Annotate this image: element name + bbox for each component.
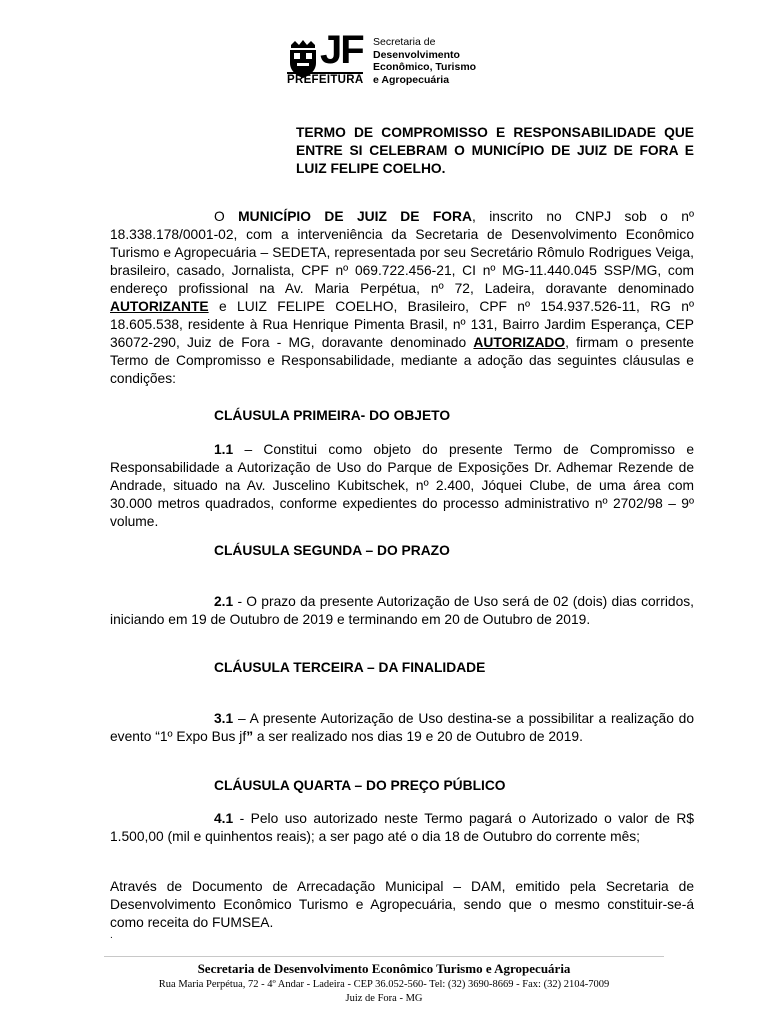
logo-department-line: Desenvolvimento — [373, 48, 460, 61]
clause-body: – A presente Autorização de Uso destina-se a possibilitar a realização do evento “1º Expo Bus jf — [110, 711, 694, 744]
clause-number: 1.1 — [214, 442, 234, 457]
logo-department-line: Secretaria de — [373, 36, 436, 48]
footer-address: Rua Maria Perpétua, 72 - 4º Andar - Ladeira - CEP 36.052-560- Tel: (32) 3690-8669 - Fax: (32) 2104-7009 — [158, 979, 610, 990]
document-title: TERMO DE COMPROMISSO E RESPONSABILIDADE QUE ENTRE SI CELEBRAM O MUNICÍPIO DE JUIZ DE FORA E LUIZ FELIPE COELHO. — [296, 125, 694, 176]
preamble-text: O — [214, 209, 239, 224]
footer-department: Secretaria de Desenvolvimento Econômico Turismo e Agropecuária — [197, 961, 571, 976]
preamble-text: e LUIZ FELIPE COELHO, Brasileiro, CPF nº 154.937.526-11, RG nº 18.605.538, residente à Rua Henrique Pimenta Brasil, nº 131, Bairro Jardim Esperança, CEP 36072-290, Juiz de Fora - MG, doravante denominado — [110, 299, 694, 350]
clause-heading: CLÁUSULA TERCEIRA – DA FINALIDADE — [214, 660, 486, 675]
clause-body-quote: ” — [246, 729, 254, 744]
municipality-name: MUNICÍPIO DE JUIZ DE FORA — [238, 209, 472, 224]
clause-number: 4.1 — [214, 811, 234, 826]
logo-department-line: Econômico, Turismo — [373, 61, 477, 73]
clause-body: – Constitui como objeto do presente Termo de Compromisso e Responsabilidade a Autorização de Uso do Parque de Exposições Dr. Adhemar Rezende de Andrade, situado na Av. Juscelino Kubitschek, nº 2.400, Jóquei Clube, de uma área com 30.000 metros quadrados, conforme expedientes do processo administrativo nº 2702/98 – 9º volume. — [110, 442, 694, 529]
autorizante-term: AUTORIZANTE — [110, 299, 209, 314]
footer-city: Juiz de Fora - MG — [345, 993, 423, 1004]
clause-body: - Pelo uso autorizado neste Termo pagará o Autorizado o valor de R$ 1.500,00 (mil e quinhentos reais); a ser pago até o dia 18 de Outubro do corrente mês; — [110, 811, 694, 844]
prefeitura-logo — [287, 28, 507, 88]
clause-number: 3.1 — [214, 711, 234, 726]
clause-paragraph — [110, 441, 694, 531]
clause-heading: CLÁUSULA QUARTA – DO PREÇO PÚBLICO — [214, 778, 506, 793]
clause-body: a ser realizado nos dias 19 e 20 de Outubro de 2019. — [253, 729, 583, 744]
clause-heading: CLÁUSULA PRIMEIRA- DO OBJETO — [214, 408, 451, 423]
logo-department — [373, 36, 476, 86]
preamble-paragraph — [110, 208, 694, 388]
clause-heading: CLÁUSULA SEGUNDA – DO PRAZO — [214, 543, 450, 558]
logo-brand: JF — [320, 28, 363, 72]
logo-subbrand: PREFEITURA — [287, 74, 364, 86]
footer-divider — [104, 956, 664, 957]
preamble-text: , firmam o presente Termo de Compromisso e Responsabilidade, mediante a adoção das seguintes cláusulas e condições: — [110, 335, 694, 386]
clause-number: 2.1 — [214, 594, 234, 609]
clause-extra-paragraph: Através de Documento de Arrecadação Municipal – DAM, emitido pela Secretaria de Desenvolvimento Econômico Turismo e Agropecuária, sendo que o mesmo constituir-se-á como receita do FUMSEA. — [110, 879, 694, 930]
clause-body: - O prazo da presente Autorização de Uso será de 02 (dois) dias corridos, iniciando em 19 de Outubro de 2019 e terminando em 20 de Outubro de 2019. — [110, 594, 694, 627]
clause-paragraph — [110, 710, 694, 746]
stray-mark: . — [110, 930, 113, 941]
clause-paragraph — [110, 810, 694, 846]
logo-department-line: e Agropecuária — [373, 73, 450, 86]
preamble-text: , inscrito no CNPJ sob o nº 18.338.178/0001-02, com a interveniência da Secretaria de Desenvolvimento Econômico Turismo e Agropecuária – SEDETA, representada por seu Secretário Rômulo Rodrigues Veiga, brasileiro, casado, Jornalista, CPF nº 069.722.456-21, CI nº MG-11.440.045 SSP/MG, com endereço profissional na Av. Maria Perpétua, nº 72, Ladeira, doravante denominado — [110, 209, 694, 296]
autorizado-term: AUTORIZADO — [473, 335, 566, 350]
clause-paragraph — [110, 593, 694, 629]
